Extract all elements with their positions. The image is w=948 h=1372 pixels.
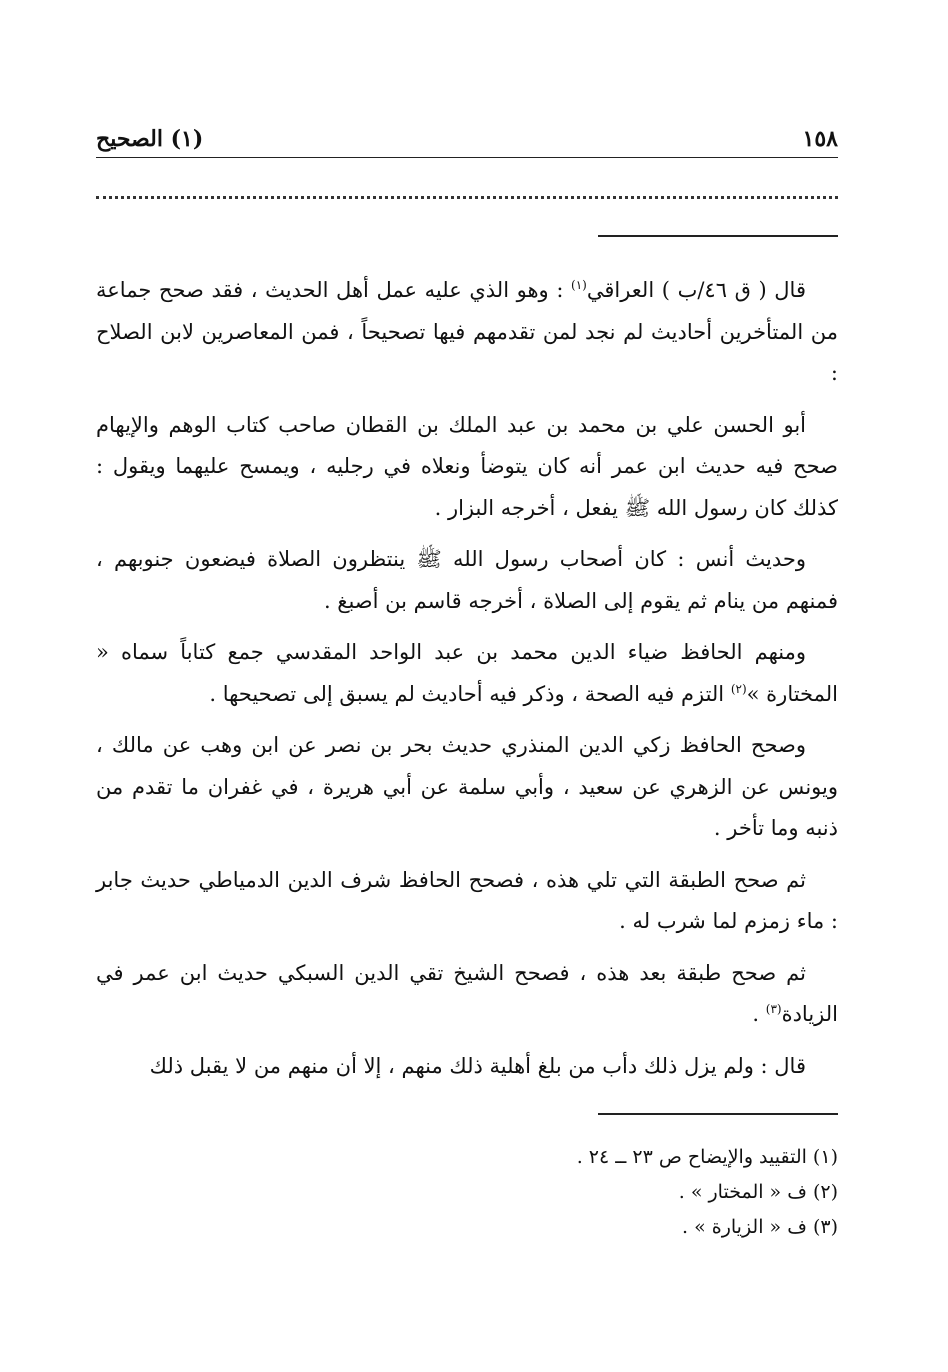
main-text [96, 270, 838, 1097]
footnote: (١) التقييد والإيضاح ص ٢٣ ــ ٢٤ . [576, 1146, 838, 1168]
footnote: (٣) ف « الزيارة » . [682, 1216, 838, 1238]
paragraph: أبو الحسن علي بن محمد بن عبد الملك بن القطان صاحب كتاب الوهم والإيهام صحح فيه حديث ابن عمر أنه كان يتوضأ ونعلاه في رجليه ، ويمسح عليهما ويقول : كذلك كان رسول الله ﷺ يفعل ، أخرجه البزار . [96, 412, 838, 520]
paragraph: وحديث أنس : كان أصحاب رسول الله ﷺ ينتظرون الصلاة فيضعون جنوبهم ، فمنهم من ينام ثم يقوم إلى الصلاة ، أخرجه قاسم بن أصبغ . [96, 547, 838, 613]
paragraph: ثم صحح طبقة بعد هذه ، فصحح الشيخ تقي الدين السبكي حديث ابن عمر في الزيادة$^{(٣)}$ . [96, 960, 838, 1026]
running-head: (١) الصحيح [96, 126, 204, 152]
footnote-ref: (٢) [730, 681, 747, 696]
footnote-ref: (١) [571, 278, 587, 292]
header-rule [96, 157, 838, 158]
page-header [96, 126, 838, 166]
paragraph: قال ( ق ٤٦/ب ) العراقي$^{(١)}$ : وهو الذي عليه عمل أهل الحديث ، فقد صحح جماعة من المتأخرين أحاديث لم نجد لمن تقدمهم فيها تصحيحاً ، فمن المعاصرين لابن الصلاح : [96, 278, 838, 385]
page-number: ١٥٨ [802, 126, 838, 152]
paragraph: وصحح الحافظ زكي الدين المنذري حديث بحر بن نصر عن ابن وهب عن مالك ، ويونس عن الزهري عن سعيد ، وأبي سلمة عن أبي هريرة ، في غفران ما تقدم من ذنبه وما تأخر . [96, 733, 838, 840]
footnotes [96, 1140, 838, 1245]
footnote: (٢) ف « المختار » . [678, 1181, 838, 1203]
paragraph: ومنهم الحافظ ضياء الدين محمد بن عبد الواحد المقدسي جمع كتاباً سماه « المختارة »$^{(٢)}$ التزم فيه الصحة ، وذكر فيه أحاديث لم يسبق إلى تصحيحها . [96, 640, 838, 706]
footnote-rule [598, 1113, 838, 1115]
section-rule [598, 235, 838, 237]
paragraph: ثم صحح الطبقة التي تلي هذه ، فصحح الحافظ شرف الدين الدمياطي حديث جابر : ماء زمزم لما شرب له . [96, 867, 838, 933]
paragraph: قال : ولم يزل ذلك دأب من بلغ أهلية ذلك منهم ، إلا أن منهم من لا يقبل ذلك [149, 1053, 806, 1078]
footnote-ref: (٣) [765, 1002, 782, 1016]
dotted-separator [96, 196, 838, 199]
